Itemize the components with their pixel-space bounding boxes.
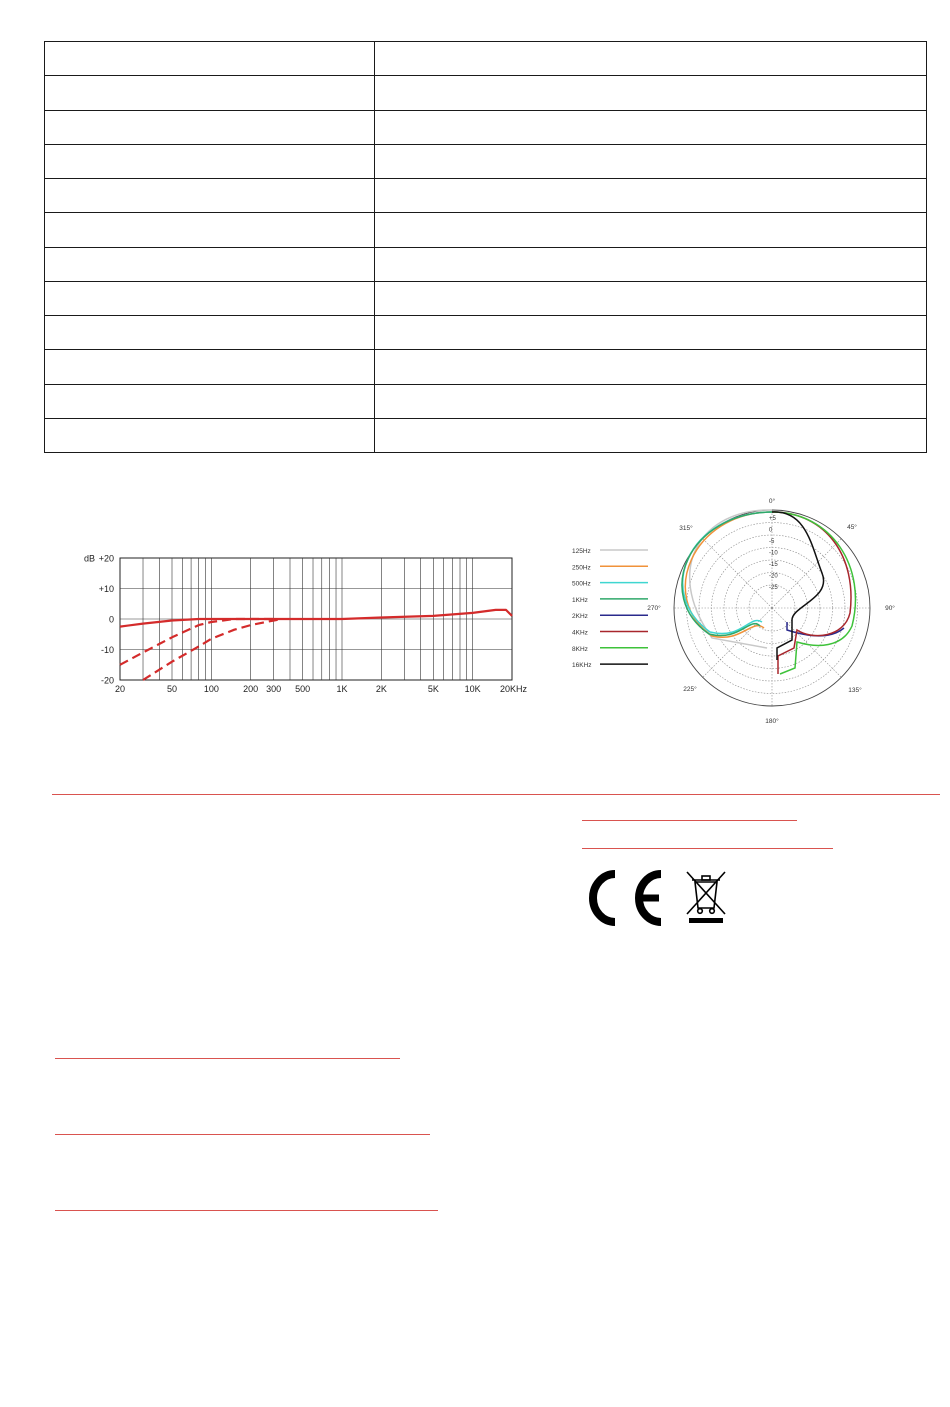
legend-label: 125Hz — [572, 548, 591, 555]
polar-spoke — [772, 608, 841, 677]
x-tick-label: 100 — [203, 684, 219, 694]
spec-value — [375, 281, 927, 315]
ce-mark — [593, 874, 661, 922]
spec-label — [45, 42, 375, 76]
spec-value — [375, 213, 927, 247]
spec-label — [45, 316, 375, 350]
x-tick-label: 300 — [266, 684, 282, 694]
underline-left-3 — [55, 1210, 438, 1211]
x-tick-label: 500 — [295, 684, 311, 694]
spec-row — [45, 281, 927, 315]
spec-value — [375, 316, 927, 350]
angle-label: 90° — [885, 605, 895, 612]
angle-label: 45° — [847, 524, 857, 531]
polar-curve — [682, 512, 772, 636]
ring-label: -5 — [769, 539, 775, 545]
frequency-response-chart — [80, 548, 535, 703]
x-tick-label: 5K — [427, 684, 439, 694]
ring-label: +5 — [769, 516, 776, 522]
polar-pattern-chart — [560, 492, 900, 727]
legend-label: 1KHz — [572, 596, 588, 604]
ring-label: -20 — [769, 573, 778, 580]
polar-curve — [772, 512, 855, 674]
underline-left-2 — [55, 1134, 430, 1135]
spec-value — [375, 384, 927, 418]
spec-value — [375, 179, 927, 213]
spec-label — [45, 179, 375, 213]
spec-row — [45, 316, 927, 350]
spec-label — [45, 76, 375, 110]
legend-label: 2KHz — [572, 613, 588, 621]
polar-spoke — [772, 539, 841, 608]
y-tick-label: -10 — [100, 645, 114, 655]
ring-label: -15 — [769, 562, 778, 568]
spec-row — [45, 247, 927, 281]
spec-table — [44, 41, 927, 453]
spec-row — [45, 76, 927, 110]
spec-value — [375, 76, 927, 110]
spec-value — [375, 350, 927, 384]
ring-label: -10 — [769, 550, 778, 557]
spec-value — [375, 418, 927, 452]
spec-row — [45, 213, 927, 247]
spec-label — [45, 110, 375, 144]
spec-row — [45, 110, 927, 144]
spec-label — [45, 281, 375, 315]
legend-label: 8KHz — [572, 645, 588, 653]
legend-label: 250Hz — [572, 564, 591, 572]
angle-label: 225° — [683, 686, 697, 693]
angle-label: 0° — [768, 498, 776, 505]
y-tick-label: +10 — [98, 584, 114, 594]
spec-row — [45, 418, 927, 452]
ring-label: 0 — [769, 527, 773, 534]
legend-label: 4KHz — [572, 629, 588, 637]
ring-label: -25 — [769, 585, 778, 591]
x-tick-label: 10K — [464, 684, 481, 694]
spec-value — [375, 42, 927, 76]
spec-label — [45, 418, 375, 452]
spec-row — [45, 42, 927, 76]
spec-value — [375, 144, 927, 178]
spec-value — [375, 110, 927, 144]
spec-label — [45, 144, 375, 178]
spec-value — [375, 247, 927, 281]
legend-label: 16KHz — [572, 662, 592, 670]
section-divider — [52, 794, 940, 795]
spec-row — [45, 350, 927, 384]
spec-row — [45, 179, 927, 213]
x-tick-label: 20KHz — [500, 684, 528, 694]
legend-label: 500Hz — [572, 580, 591, 588]
spec-row — [45, 144, 927, 178]
angle-label: 270° — [647, 605, 661, 612]
angle-label: 180° — [765, 718, 779, 725]
spec-label — [45, 384, 375, 418]
x-tick-label: 200 — [243, 684, 259, 694]
underline-right-1 — [582, 820, 797, 821]
y-tick-label: -20 — [100, 675, 114, 686]
polar-curve — [772, 512, 824, 660]
spec-row — [45, 384, 927, 418]
underline-right-2 — [582, 848, 833, 849]
angle-label: 135° — [848, 687, 862, 694]
y-tick-label: 0 — [108, 614, 114, 625]
x-tick-label: 2K — [375, 684, 387, 694]
spec-label — [45, 350, 375, 384]
spec-label — [45, 213, 375, 247]
polar-spoke — [703, 539, 772, 608]
spec-label — [45, 247, 375, 281]
compliance-marks — [583, 868, 728, 928]
x-tick-label: 20 — [114, 684, 126, 694]
y-tick-label: +20 — [98, 553, 114, 564]
y-axis-label: dB — [84, 553, 96, 564]
x-tick-label: 50 — [166, 684, 178, 694]
x-tick-label: 1K — [336, 684, 348, 694]
underline-left-1 — [55, 1058, 400, 1059]
polar-curve — [685, 512, 772, 637]
weee-bin-icon — [687, 872, 725, 923]
polar-curve — [683, 512, 772, 634]
angle-label: 315° — [679, 525, 693, 532]
